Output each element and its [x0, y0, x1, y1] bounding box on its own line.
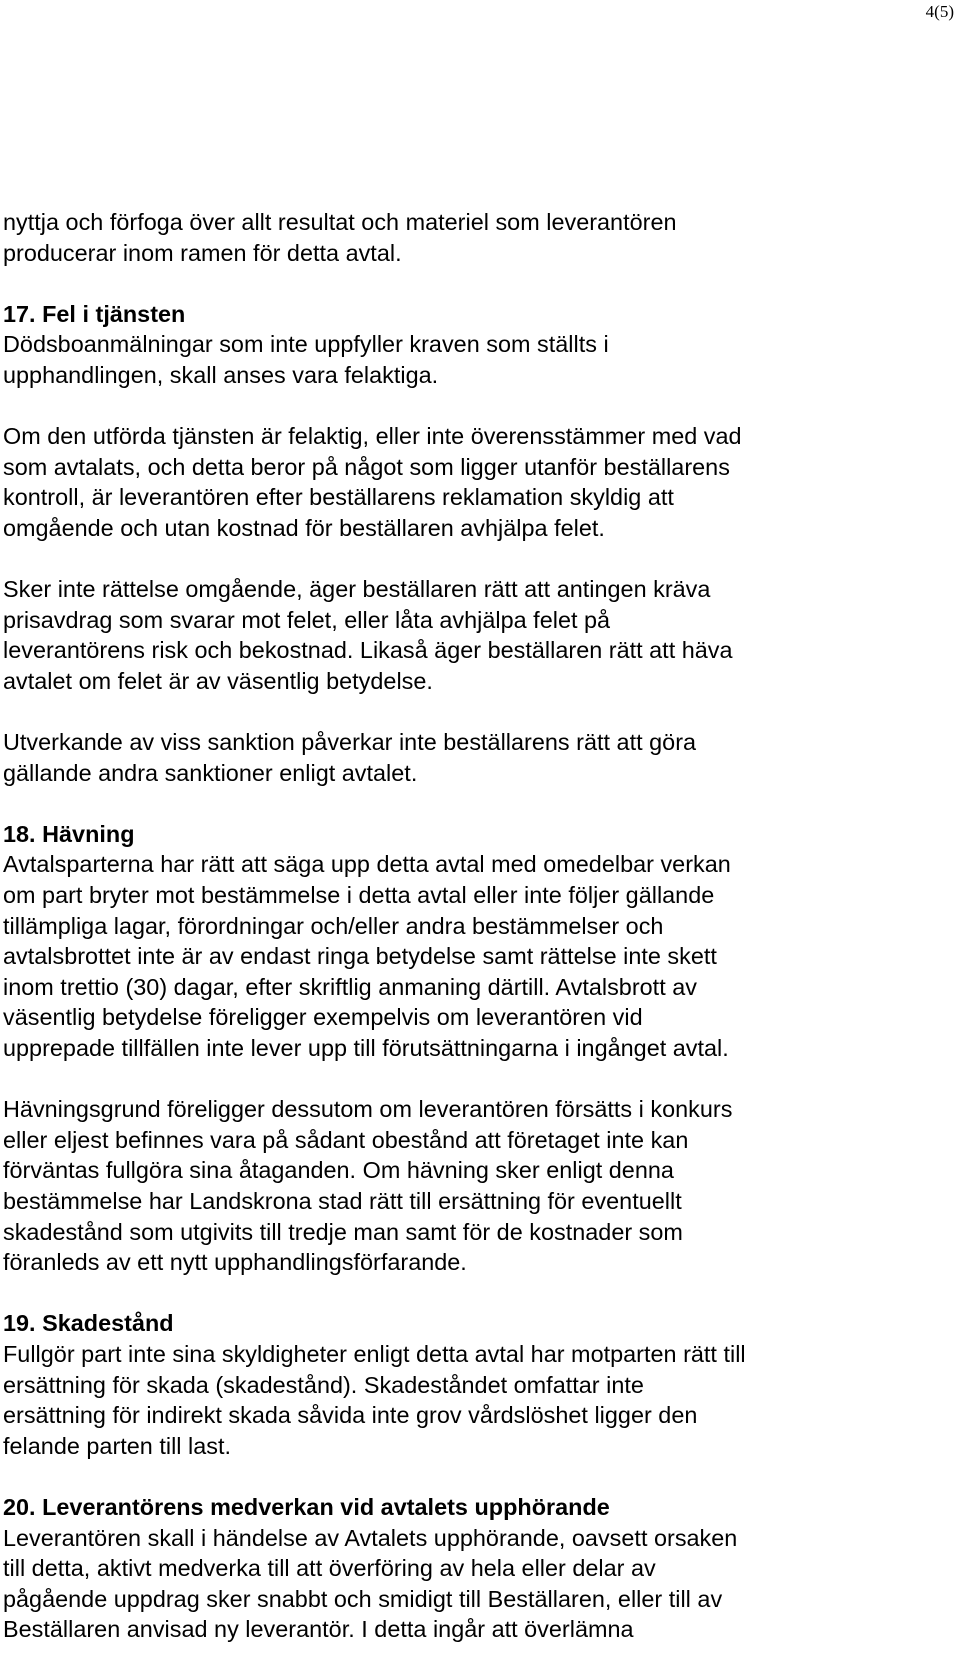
document-body — [3, 207, 953, 1645]
section-19 — [3, 1308, 953, 1461]
text-line: om part bryter mot bestämmelse i detta avtal eller inte följer gällande — [3, 882, 715, 909]
text-line: förväntas fullgöra sina åtaganden. Om hävning sker enligt denna — [3, 1157, 674, 1184]
text-line: upprepade tillfällen inte lever upp till förutsättningarna i ingånget avtal. — [3, 1035, 729, 1062]
paragraph — [3, 421, 953, 543]
paragraph — [3, 727, 953, 788]
text-line: upphandlingen, skall anses vara felaktiga. — [3, 361, 439, 388]
text-line: kontroll, är leverantören efter beställarens reklamation skyldig att — [3, 484, 674, 511]
text-line: Fullgör part inte sina skyldigheter enligt detta avtal har motparten rätt till — [3, 1340, 746, 1367]
text-line: Leverantören skall i händelse av Avtalets upphörande, oavsett orsaken — [3, 1524, 738, 1551]
text-line: Om den utförda tjänsten är felaktig, eller inte överensstämmer med vad — [3, 423, 742, 450]
text-line: prisavdrag som svarar mot felet, eller låta avhjälpa felet på — [3, 606, 611, 633]
text-line: nyttja och förfoga över allt resultat och materiel som leverantören — [3, 209, 677, 235]
text-line: ersättning för indirekt skada såvida inte grov vårdslöshet ligger den — [3, 1402, 698, 1429]
section-heading: 18. Hävning — [3, 820, 135, 847]
paragraph — [3, 574, 953, 696]
text-line: tillämpliga lagar, förordningar och/eller andra bestämmelser och — [3, 912, 664, 939]
text-line: leverantörens risk och bekostnad. Likaså äger beställaren rätt att häva — [3, 637, 733, 664]
text-line: gällande andra sanktioner enligt avtalet. — [3, 759, 418, 786]
text-line: avtalsbrottet inte är av endast ringa betydelse samt rättelse inte skett — [3, 943, 717, 970]
text-line: producerar inom ramen för detta avtal. — [3, 239, 402, 266]
page-number: 4(5) — [925, 2, 954, 21]
text-line: Utverkande av viss sanktion påverkar inte beställarens rätt att göra — [3, 729, 697, 756]
text-line: pågående uppdrag sker snabbt och smidigt till Beställaren, eller till av — [3, 1585, 723, 1612]
section-18 — [3, 819, 953, 1064]
section-heading: 20. Leverantörens medverkan vid avtalets upphörande — [3, 1493, 610, 1520]
text-line: skadestånd som utgivits till tredje man samt för de kostnader som — [3, 1218, 683, 1245]
text-line: Beställaren anvisad ny leverantör. I detta ingår att överlämna — [3, 1616, 634, 1643]
text-line: eller eljest befinnes vara på sådant obestånd att företaget inte kan — [3, 1126, 689, 1153]
text-line: omgående och utan kostnad för beställaren avhjälpa felet. — [3, 514, 605, 541]
section-20 — [3, 1492, 953, 1645]
text-line: bestämmelse har Landskrona stad rätt till ersättning för eventuellt — [3, 1188, 682, 1214]
text-line: inom trettio (30) dagar, efter skriftlig anmaning därtill. Avtalsbrott av — [3, 973, 697, 1000]
text-line: som avtalats, och detta beror på något som ligger utanför beställarens — [3, 453, 730, 480]
paragraph — [3, 1094, 953, 1278]
text-line: föranleds av ett nytt upphandlingsförfarande. — [3, 1249, 467, 1276]
text-line: Avtalsparterna har rätt att säga upp detta avtal med omedelbar verkan — [3, 851, 731, 878]
text-line: Sker inte rättelse omgående, äger beställaren rätt att antingen kräva — [3, 576, 711, 603]
section-17 — [3, 299, 953, 391]
text-line: felande parten till last. — [3, 1432, 232, 1459]
text-line: ersättning för skada (skadestånd). Skadeståndet omfattar inte — [3, 1371, 644, 1398]
text-line: avtalet om felet är av väsentlig betydelse. — [3, 667, 433, 694]
text-line: Hävningsgrund föreligger dessutom om leverantören försätts i konkurs — [3, 1096, 733, 1123]
section-heading: 19. Skadestånd — [3, 1310, 174, 1337]
section-heading: 17. Fel i tjänsten — [3, 300, 186, 327]
text-line: till detta, aktivt medverka till att överföring av hela eller delar av — [3, 1555, 656, 1582]
text-line: väsentlig betydelse föreligger exempelvis om leverantören vid — [3, 1004, 643, 1031]
paragraph-continuation — [3, 207, 953, 268]
text-line: Dödsboanmälningar som inte uppfyller kraven som ställts i — [3, 331, 609, 358]
